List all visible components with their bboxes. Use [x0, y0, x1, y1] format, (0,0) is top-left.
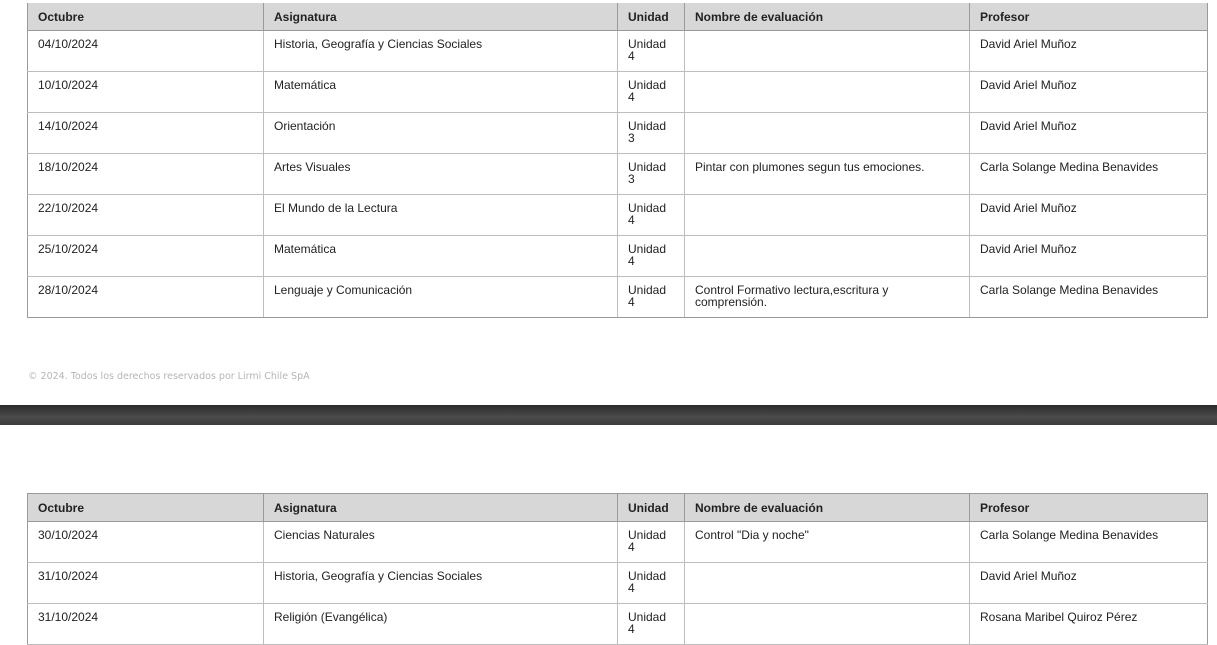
unit-cell — [618, 72, 685, 113]
unit-cell — [618, 522, 685, 563]
unit-cell — [618, 154, 685, 195]
table-row — [28, 522, 1208, 563]
unit-number: 4 — [628, 622, 635, 636]
unit-cell — [618, 195, 685, 236]
teacher-cell: David Ariel Muñoz — [970, 563, 1208, 604]
evaluation-cell — [685, 195, 970, 236]
subject-cell: Matemática — [264, 72, 618, 113]
teacher-cell: David Ariel Muñoz — [970, 195, 1208, 236]
unit-number: 4 — [628, 213, 635, 227]
evaluation-cell — [685, 236, 970, 277]
date-cell: 18/10/2024 — [28, 154, 264, 195]
unit-label: Unidad — [628, 610, 667, 624]
copyright-footer: © 2024. Todos los derechos reservados por Lirmi Chile SpA — [28, 371, 310, 382]
unit-cell — [618, 563, 685, 604]
table-row — [28, 154, 1208, 195]
unit-cell — [618, 31, 685, 72]
evaluation-cell: Pintar con plumones segun tus emociones. — [685, 154, 970, 195]
evaluation-table-page-1 — [27, 3, 1208, 318]
page-separator-bar — [0, 405, 1217, 425]
teacher-cell: Carla Solange Medina Benavides — [970, 522, 1208, 563]
date-cell: 14/10/2024 — [28, 113, 264, 154]
evaluation-cell — [685, 72, 970, 113]
table-row — [28, 195, 1208, 236]
subject-cell: Lenguaje y Comunicación — [264, 277, 618, 318]
unit-label: Unidad — [628, 242, 667, 256]
unit-cell — [618, 604, 685, 645]
header-month: Octubre — [28, 3, 264, 31]
table-row — [28, 72, 1208, 113]
evaluation-cell: Control Formativo lectura,escritura y comprensión. — [685, 277, 970, 318]
subject-cell: Historia, Geografía y Ciencias Sociales — [264, 563, 618, 604]
date-cell: 10/10/2024 — [28, 72, 264, 113]
header-subject: Asignatura — [264, 3, 618, 31]
unit-label: Unidad — [628, 78, 667, 92]
evaluation-cell — [685, 31, 970, 72]
teacher-cell: Rosana Maribel Quiroz Pérez — [970, 604, 1208, 645]
table-row — [28, 236, 1208, 277]
unit-number: 4 — [628, 295, 635, 309]
unit-label: Unidad — [628, 569, 667, 583]
unit-number: 4 — [628, 540, 635, 554]
subject-cell: El Mundo de la Lectura — [264, 195, 618, 236]
unit-label: Unidad — [628, 528, 667, 542]
table-row — [28, 113, 1208, 154]
date-cell: 22/10/2024 — [28, 195, 264, 236]
table-header-row — [28, 494, 1208, 522]
unit-number: 4 — [628, 254, 635, 268]
evaluation-cell — [685, 113, 970, 154]
date-cell: 04/10/2024 — [28, 31, 264, 72]
unit-number: 4 — [628, 49, 635, 63]
teacher-cell: David Ariel Muñoz — [970, 31, 1208, 72]
unit-label: Unidad — [628, 37, 667, 51]
subject-cell: Orientación — [264, 113, 618, 154]
teacher-cell: Carla Solange Medina Benavides — [970, 154, 1208, 195]
header-month: Octubre — [28, 494, 264, 522]
evaluation-cell — [685, 604, 970, 645]
unit-number: 3 — [628, 131, 635, 145]
unit-label: Unidad — [628, 283, 667, 297]
evaluation-table-page-2 — [27, 493, 1208, 645]
table-row — [28, 604, 1208, 645]
unit-cell — [618, 277, 685, 318]
date-cell: 31/10/2024 — [28, 604, 264, 645]
teacher-cell: Carla Solange Medina Benavides — [970, 277, 1208, 318]
teacher-cell: David Ariel Muñoz — [970, 236, 1208, 277]
date-cell: 28/10/2024 — [28, 277, 264, 318]
header-evaluation: Nombre de evaluación — [685, 3, 970, 31]
header-teacher: Profesor — [970, 494, 1208, 522]
unit-label: Unidad — [628, 160, 667, 174]
header-teacher: Profesor — [970, 3, 1208, 31]
date-cell: 31/10/2024 — [28, 563, 264, 604]
evaluation-cell — [685, 563, 970, 604]
subject-cell: Matemática — [264, 236, 618, 277]
date-cell: 30/10/2024 — [28, 522, 264, 563]
header-unit: Unidad — [618, 3, 685, 31]
unit-number: 4 — [628, 90, 635, 104]
unit-number: 3 — [628, 172, 635, 186]
subject-cell: Artes Visuales — [264, 154, 618, 195]
teacher-cell: David Ariel Muñoz — [970, 72, 1208, 113]
date-cell: 25/10/2024 — [28, 236, 264, 277]
subject-cell: Historia, Geografía y Ciencias Sociales — [264, 31, 618, 72]
unit-number: 4 — [628, 581, 635, 595]
evaluation-cell: Control "Dia y noche" — [685, 522, 970, 563]
subject-cell: Religión (Evangélica) — [264, 604, 618, 645]
unit-label: Unidad — [628, 201, 667, 215]
unit-cell — [618, 113, 685, 154]
table-row — [28, 277, 1208, 318]
header-unit: Unidad — [618, 494, 685, 522]
table-row — [28, 563, 1208, 604]
subject-cell: Ciencias Naturales — [264, 522, 618, 563]
teacher-cell: David Ariel Muñoz — [970, 113, 1208, 154]
header-subject: Asignatura — [264, 494, 618, 522]
table-header-row — [28, 3, 1208, 31]
unit-cell — [618, 236, 685, 277]
header-evaluation: Nombre de evaluación — [685, 494, 970, 522]
unit-label: Unidad — [628, 119, 667, 133]
table-row — [28, 31, 1208, 72]
